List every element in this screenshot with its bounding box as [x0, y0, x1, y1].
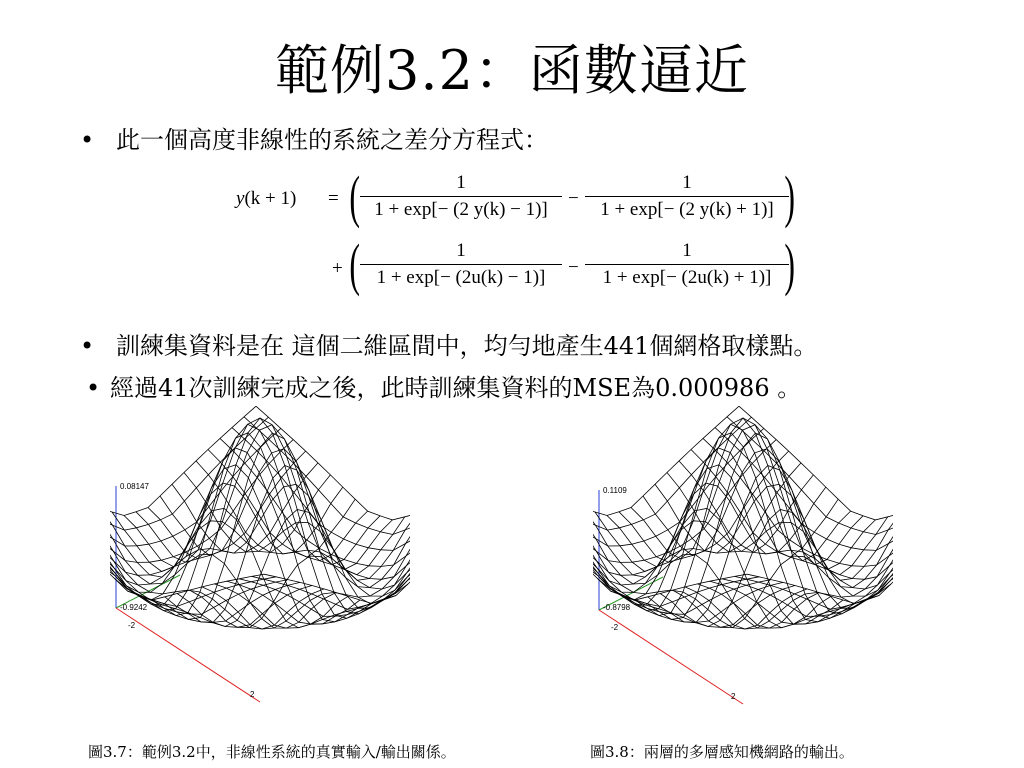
bullet-text: 訓練集資料是在 這個二維區間中，均勻地產生441個網格取樣點。	[116, 332, 818, 360]
wire-column-line	[220, 438, 410, 566]
fraction-1: 1 1 + exp[− (2 y(k) − 1)]	[360, 172, 562, 221]
bullet-item-equation-intro	[80, 120, 548, 155]
wire-row-line	[110, 440, 293, 563]
minus-sign-row1: −	[568, 188, 579, 209]
minus-sign-row2: −	[568, 257, 579, 278]
left-paren-row2: (	[349, 232, 360, 297]
z-max-label: 0.08147	[120, 482, 149, 491]
surface-wireframe	[593, 406, 893, 629]
mlp-output-surface-plot	[593, 400, 893, 710]
slide-title: 範例3.2：函數逼近	[275, 39, 749, 102]
wire-column-line	[739, 406, 893, 520]
equation-lhs: y(k + 1)	[236, 188, 297, 209]
right-paren-row2: )	[784, 232, 795, 297]
x-axis-line	[116, 608, 260, 702]
wire-column-line	[256, 406, 410, 520]
wire-column-line	[727, 417, 893, 535]
x-axis-far-tick: 2	[731, 692, 736, 701]
wire-row-line	[598, 448, 838, 605]
wire-column-line	[244, 417, 410, 535]
bullet-marker: •	[80, 126, 95, 154]
bullet-item-training-set	[80, 326, 817, 361]
wire-row-line	[593, 440, 776, 563]
wire-row-line	[115, 448, 355, 605]
bullet-text: 經過41次訓練完成之後，此時訓練集資料的MSE為0.000986 。	[110, 374, 802, 402]
fraction-3: 1 1 + exp[− (2u(k) − 1)]	[360, 240, 562, 289]
fraction-2: 1 1 + exp[− (2 y(k) + 1)]	[585, 172, 789, 221]
wire-row-line	[202, 507, 410, 629]
wire-row-line	[635, 433, 875, 619]
x-axis-near-tick: -2	[611, 623, 619, 632]
wire-row-line	[177, 510, 410, 627]
wire-column-line	[184, 473, 410, 597]
bullet-marker: •	[80, 332, 95, 360]
x-axis-near-tick: -2	[128, 621, 136, 630]
bullet-text: 此一個高度非線性的系統之差分方程式：	[116, 126, 548, 154]
bullet-item-mse	[86, 368, 801, 403]
wire-column-line	[703, 438, 893, 566]
z-max-label: 0.1109	[603, 486, 627, 495]
left-paren-row1: (	[349, 164, 360, 229]
true-system-surface-plot	[110, 400, 410, 710]
wire-row-line	[152, 433, 392, 619]
wire-row-line	[660, 510, 893, 627]
right-paren-row1: )	[784, 164, 795, 229]
wire-column-line	[667, 473, 893, 597]
plus-sign: +	[332, 258, 343, 279]
fraction-4: 1 1 + exp[− (2u(k) + 1)]	[585, 240, 789, 289]
x-axis-far-tick: 2	[250, 690, 255, 699]
z-min-label: -0.8798	[603, 603, 631, 612]
figure-3-8-caption: 圖3.8：兩層的多層感知機網路的輸出。	[590, 743, 854, 761]
x-axis-line	[599, 610, 743, 704]
wire-row-line	[685, 507, 893, 629]
z-min-label: -0.9242	[120, 603, 148, 612]
bullet-marker: •	[86, 374, 101, 402]
surface-wireframe	[110, 406, 410, 629]
figure-3-7-caption: 圖3.7：範例3.2中，非線性系統的真實輸入/輸出關係。	[88, 743, 456, 761]
equation-equals: =	[328, 188, 339, 209]
